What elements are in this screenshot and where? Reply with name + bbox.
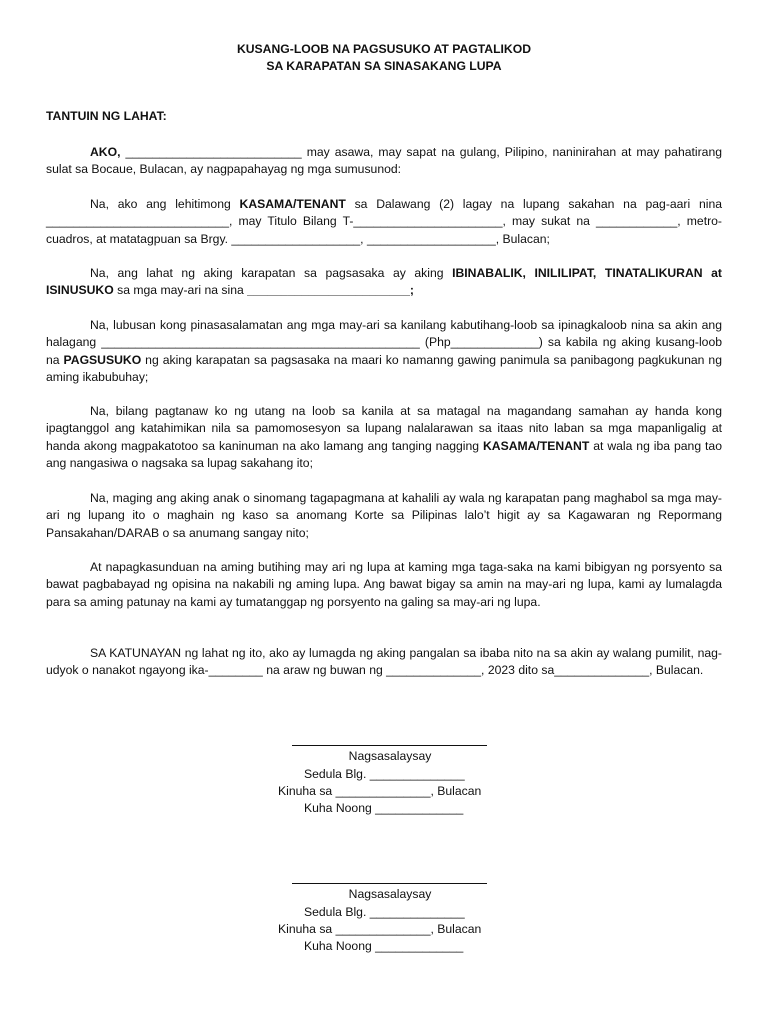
paragraph-4-text-b: ng aking karapatan sa pagsasaka na maari ko namanng gawing panimula sa panibagong pagkukunan ng aming ikabubuhay; bbox=[46, 352, 722, 385]
tenant-label: KASAMA/TENANT bbox=[239, 197, 346, 211]
paragraph-7: At napagkasunduan na aming butihing may ari ng lupa at kaming mga taga-saka na kami bibigyan ng porsyento sa bawat pagbabayad ng opisina na nakabili ng aming lupa. Ang bawat bigay sa amin na may-ari ng lupa, kami ay lumalagda para sa aming patunay na kami ay tumatanggap ng porsyento na galing sa may-ari ng lupa. bbox=[46, 560, 722, 609]
paragraph-1 bbox=[46, 144, 722, 179]
kinuha-sa-1: Kinuha sa ______________, Bulacan bbox=[278, 784, 482, 798]
paragraph-3 bbox=[46, 265, 722, 300]
paragraph-5-text-b: at wala ng iba pang tao ang nangasiwa o nagsaka sa lupag sakahang ito; bbox=[46, 438, 722, 471]
paragraph-6: Na, maging ang aking anak o sinomang tagapagmana at kahalili ay wala ng karapatan pang maghabol sa mga may-ari ng lupang ito o maghain ng kaso sa anomang Korte sa Pilipinas lalo’t higit ay sa Kagawaran ng Repormang Pansakahan/DARAB o sa anumang sangay nito; bbox=[46, 491, 722, 540]
owners-blank: ________________________; bbox=[247, 283, 414, 298]
paragraph-2 bbox=[46, 196, 722, 248]
paragraph-3-text-a: Na, ang lahat ng aking karapatan sa pagsasaka ay aking bbox=[90, 266, 453, 280]
sedula-number-2: Sedula Blg. ______________ bbox=[304, 905, 465, 919]
kuha-noong-2: Kuha Noong _____________ bbox=[304, 939, 464, 953]
document-title-line-2: SA KARAPATAN SA SINASAKANG LUPA bbox=[266, 59, 502, 73]
ako-label: AKO, bbox=[90, 145, 121, 159]
paragraph-5 bbox=[46, 403, 722, 473]
sedula-number-1: Sedula Blg. ______________ bbox=[304, 767, 465, 781]
tenant-label-2: KASAMA/TENANT bbox=[482, 438, 590, 453]
document-title-line-1: KUSANG-LOOB NA PAGSUSUKO AT PAGTALIKOD bbox=[236, 42, 532, 56]
paragraph-5-text-a: Na, bilang pagtanaw ko ng utang na loob sa kanila at sa matagal na magandang samahan ay handa kong ipagtanggol ang katahimikan nila sa pamomosesyon sa lupang nalalarawan sa itaas nito laban sa mga mapanligalig at handa akong magpakatotoo sa kaninuman na ako lamang ang tanging nagging bbox=[46, 404, 722, 453]
signature-role-1: Nagsasalaysay bbox=[348, 749, 432, 763]
surrender-terms: IBINABALIK, INILILIPAT, TINATALIKURAN at ISINUSUKO bbox=[46, 266, 722, 298]
kinuha-sa-2: Kinuha sa ______________, Bulacan bbox=[278, 922, 482, 936]
paragraph-8: SA KATUNAYAN ng lahat ng ito, ako ay lumagda ng aking pangalan sa ibaba nito na sa akin ay walang pumilit, nag-udyok o nanakot ngayong ika-________ na araw ng buwan ng ______________, 2023 dito sa______________, Bulacan. bbox=[46, 646, 722, 678]
paragraph-4 bbox=[46, 317, 722, 387]
paragraph-4-text-a: Na, lubusan kong pinasasalamatan ang mga may-ari sa kanilang kabutihang-loob sa ipinagkaloob nina sa akin ang halagang _______________________________________________ (Php_____________) sa kabila ng aking kusang-loob na bbox=[46, 318, 722, 367]
kuha-noong-1: Kuha Noong _____________ bbox=[304, 801, 464, 815]
paragraph-2-text-b: sa Dalawang (2) lagay na lupang sakahan na pag-aari nina ___________________________, may Titulo Bilang T-______________________, may sukat na ____________, metro-cuadros, at matatagpuan sa Brgy. ___________________, ___________________, Bulacan; bbox=[46, 197, 722, 246]
salutation: TANTUIN NG LAHAT: bbox=[46, 109, 167, 123]
signature-line-2 bbox=[292, 883, 487, 884]
paragraph-2-text-a: Na, ako ang lehitimong bbox=[90, 197, 240, 211]
signature-role-2: Nagsasalaysay bbox=[348, 887, 432, 901]
name-blank: __________________________ bbox=[125, 145, 302, 159]
paragraph-1-text: may asawa, may sapat na gulang, Pilipino, naninirahan at may pahatirang sulat sa Bocaue, Bulacan, ay nagpapahayag ng mga sumusunod: bbox=[46, 145, 722, 177]
pagsusuko-label: PAGSUSUKO bbox=[63, 352, 142, 367]
signature-line-1 bbox=[292, 745, 487, 746]
paragraph-3-text-b: sa mga may-ari na sina bbox=[113, 283, 248, 298]
